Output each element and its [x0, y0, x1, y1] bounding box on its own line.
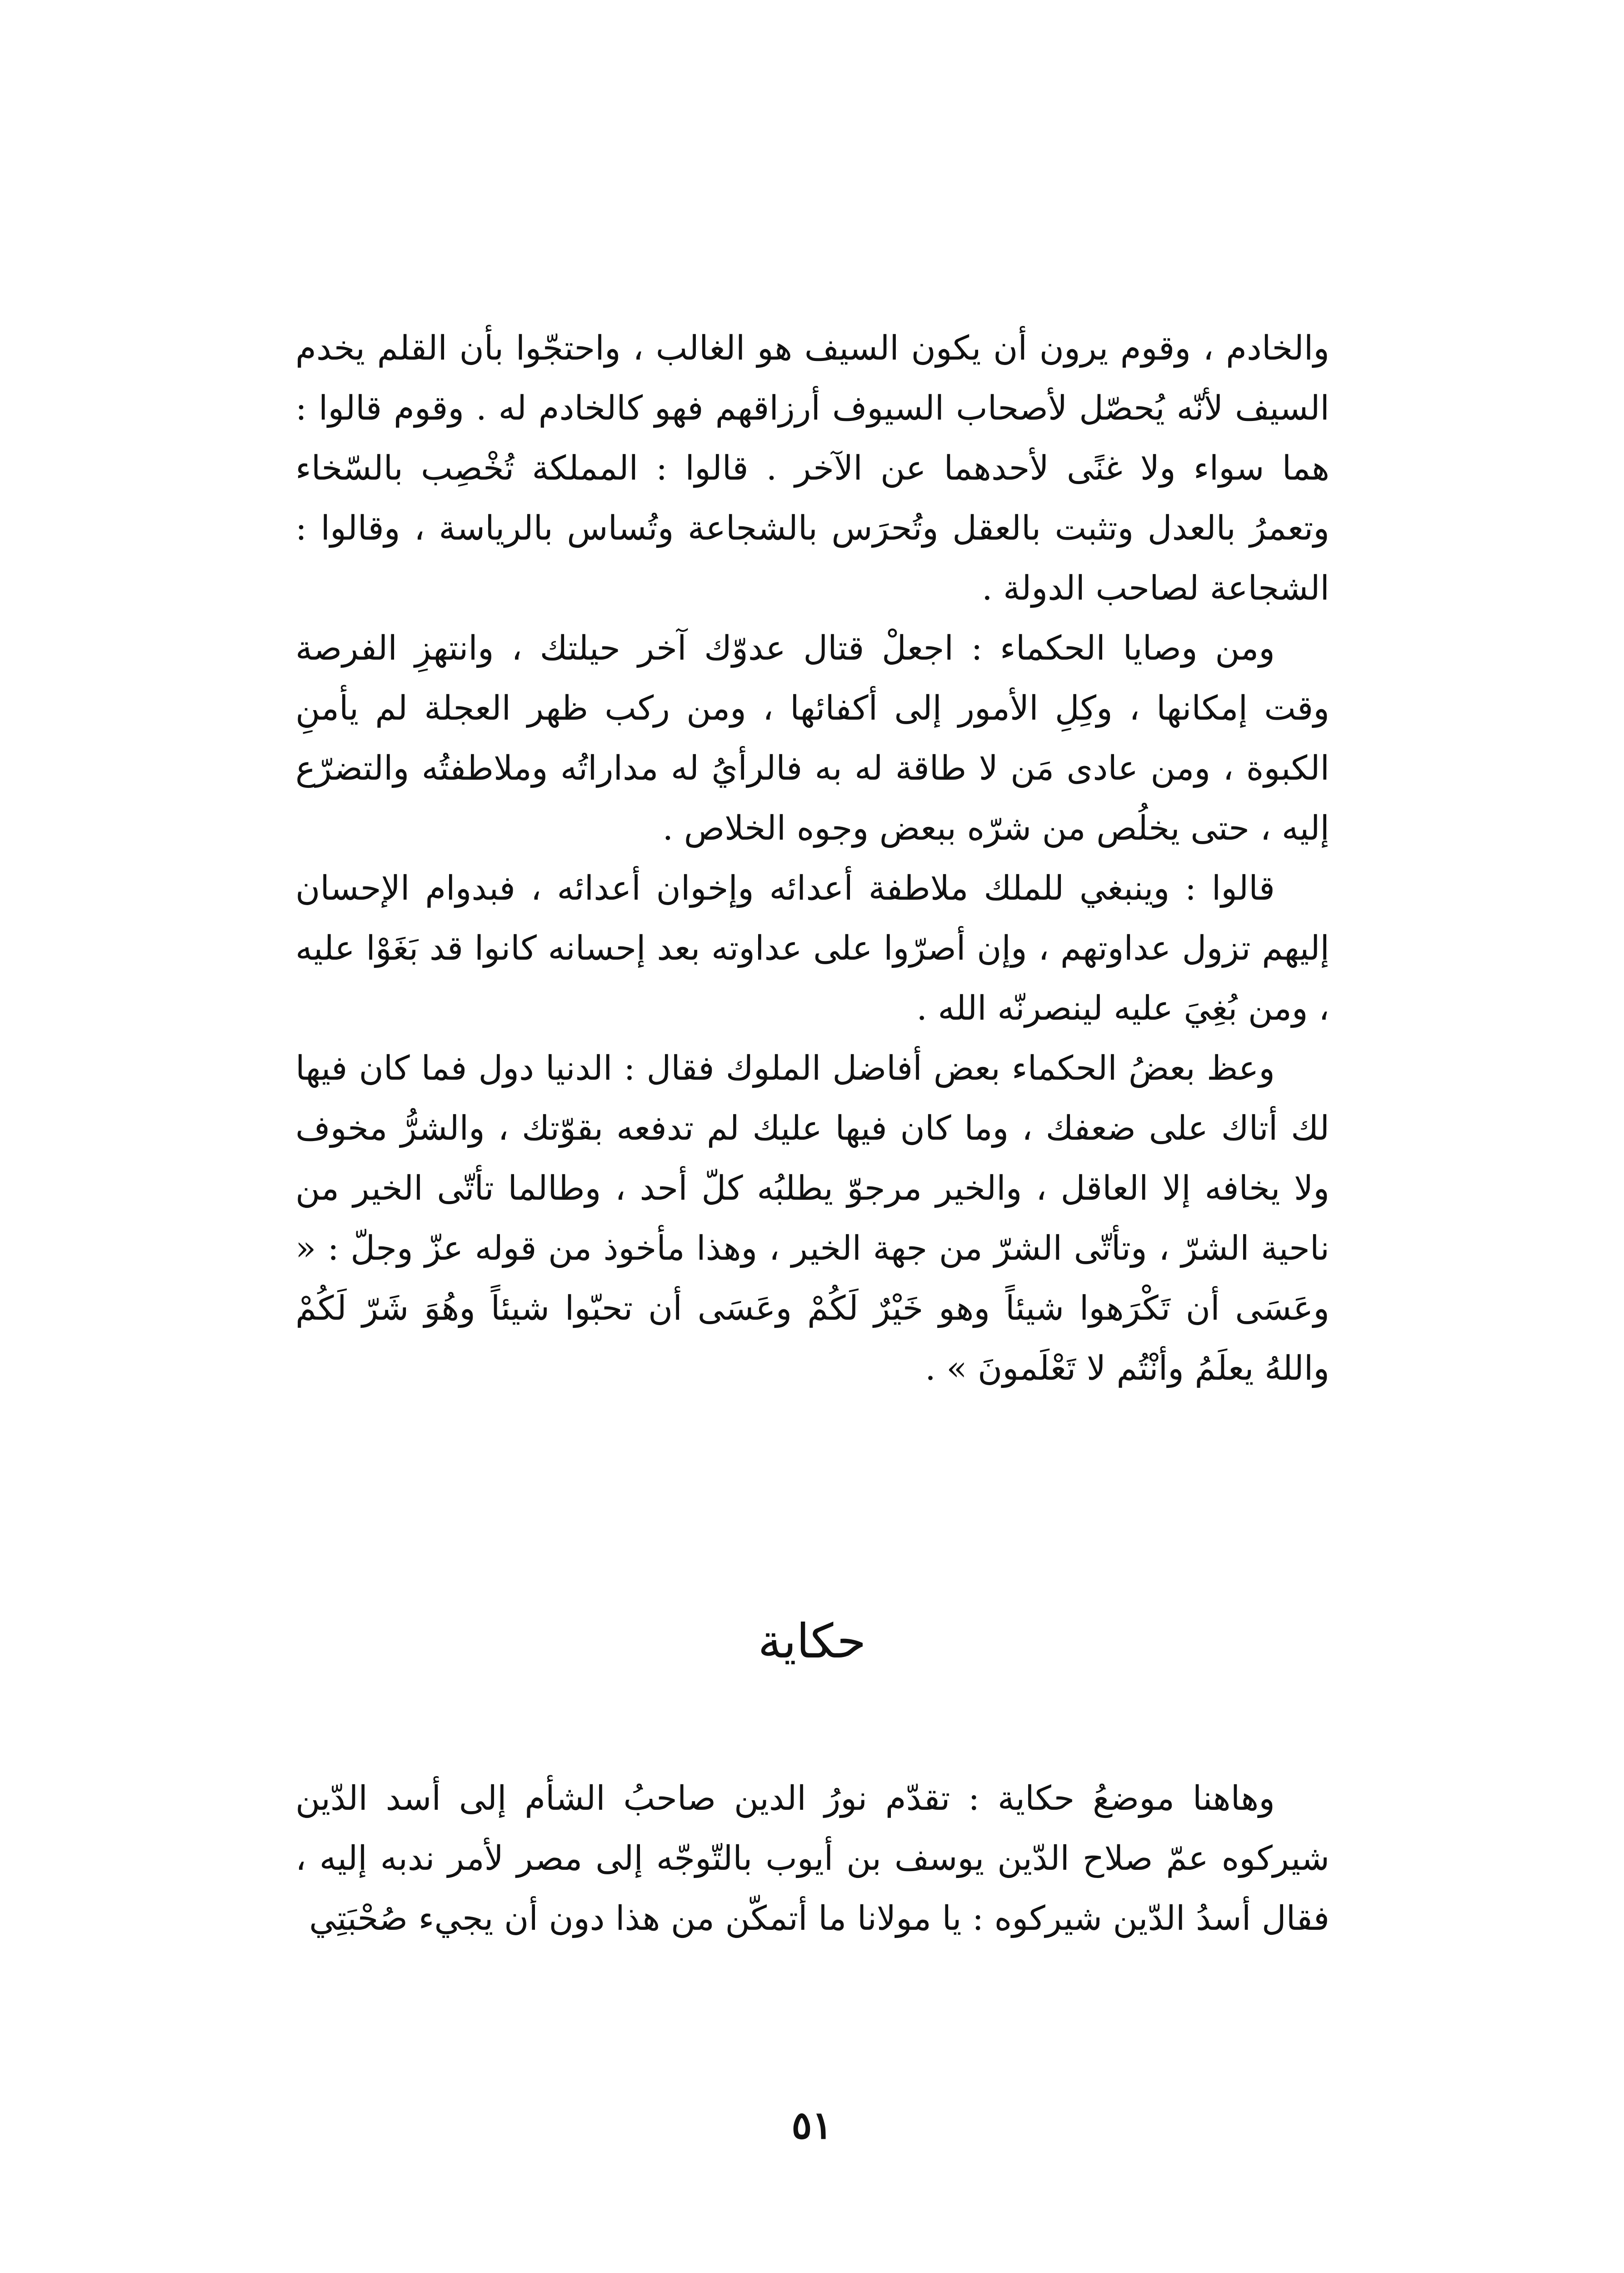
paragraph-king-enemies: قالوا : وينبغي للملك ملاطفة أعدائه وإخوان أعدائه ، فبدوام الإحسان إليهم تزول عداوتهم ، وإن أصرّوا على عداوته بعد إحسانه كانوا قد بَغَوْا عليه ، ومن بُغِيَ عليه لينصرنّه الله . — [295, 869, 1329, 1028]
paragraph-wisdom-advice: ومن وصايا الحكماء : اجعلْ قتال عدوّك آخر حيلتك ، وانتهزِ الفرصة وقت إمكانها ، وكِلِ الأمور إلى أكفائها ، ومن ركب ظهر العجلة لم يأمنِ الكبوة ، ومن عادى مَن لا طاقة له به فالرأيُ له مداراتُه وملاطفتُه والتضرّع إليه ، حتى يخلُص من شرّه ببعض وجوه الخلاص . — [295, 629, 1330, 848]
section-heading: حكاية — [758, 1613, 866, 1669]
page-number: ٥١ — [791, 2103, 833, 2148]
paragraph-continuation: والخادم ، وقوم يرون أن يكون السيف هو الغالب ، واحتجّوا بأن القلم يخدم السيف لأنّه يُحصّل لأصحاب السيوف أرزاقهم فهو كالخادم له . وقوم قالوا : هما سواء ولا غنًى لأحدهما عن الآخر . قالوا : المملكة تُخْصِب بالسّخاء وتعمرُ بالعدل وتثبت بالعقل وتُحرَس بالشجاعة وتُساس بالرياسة ، وقالوا : الشجاعة لصاحب الدولة . — [295, 329, 1329, 608]
paragraph-story: وهاهنا موضعُ حكاية : تقدّم نورُ الدين صاحبُ الشأم إلى أسد الدّين شيركوه عمّ صلاح الدّين يوسف بن أيوب بالتّوجّه إلى مصر لأمر ندبه إليه ، فقال أسدُ الدّين شيركوه : يا مولانا ما أتمكّن من هذا دون أن يجيء صُحْبَتِي — [295, 1779, 1329, 1938]
main-text-block — [295, 318, 1329, 1398]
story-text-block — [295, 1768, 1329, 1948]
paragraph-sermon-quran: وعظ بعضُ الحكماء بعض أفاضل الملوك فقال : الدنيا دول فما كان فيها لك أتاك على ضعفك ، وما كان فيها عليك لم تدفعه بقوّتك ، والشرُّ مخوف ولا يخافه إلا العاقل ، والخير مرجوّ يطلبُه كلّ أحد ، وطالما تأتّى الخير من ناحية الشرّ ، وتأتّى الشرّ من جهة الخير ، وهذا مأخوذ من قوله عزّ وجلّ : « وعَسَى أن تَكْرَهوا شيئاً وهو خَيْرٌ لَكُمْ وعَسَى أن تحبّوا شيئاً وهُوَ شَرّ لَكُمْ واللهُ يعلَمُ وأنْتُم لا تَعْلَمونَ » . — [295, 1049, 1329, 1388]
